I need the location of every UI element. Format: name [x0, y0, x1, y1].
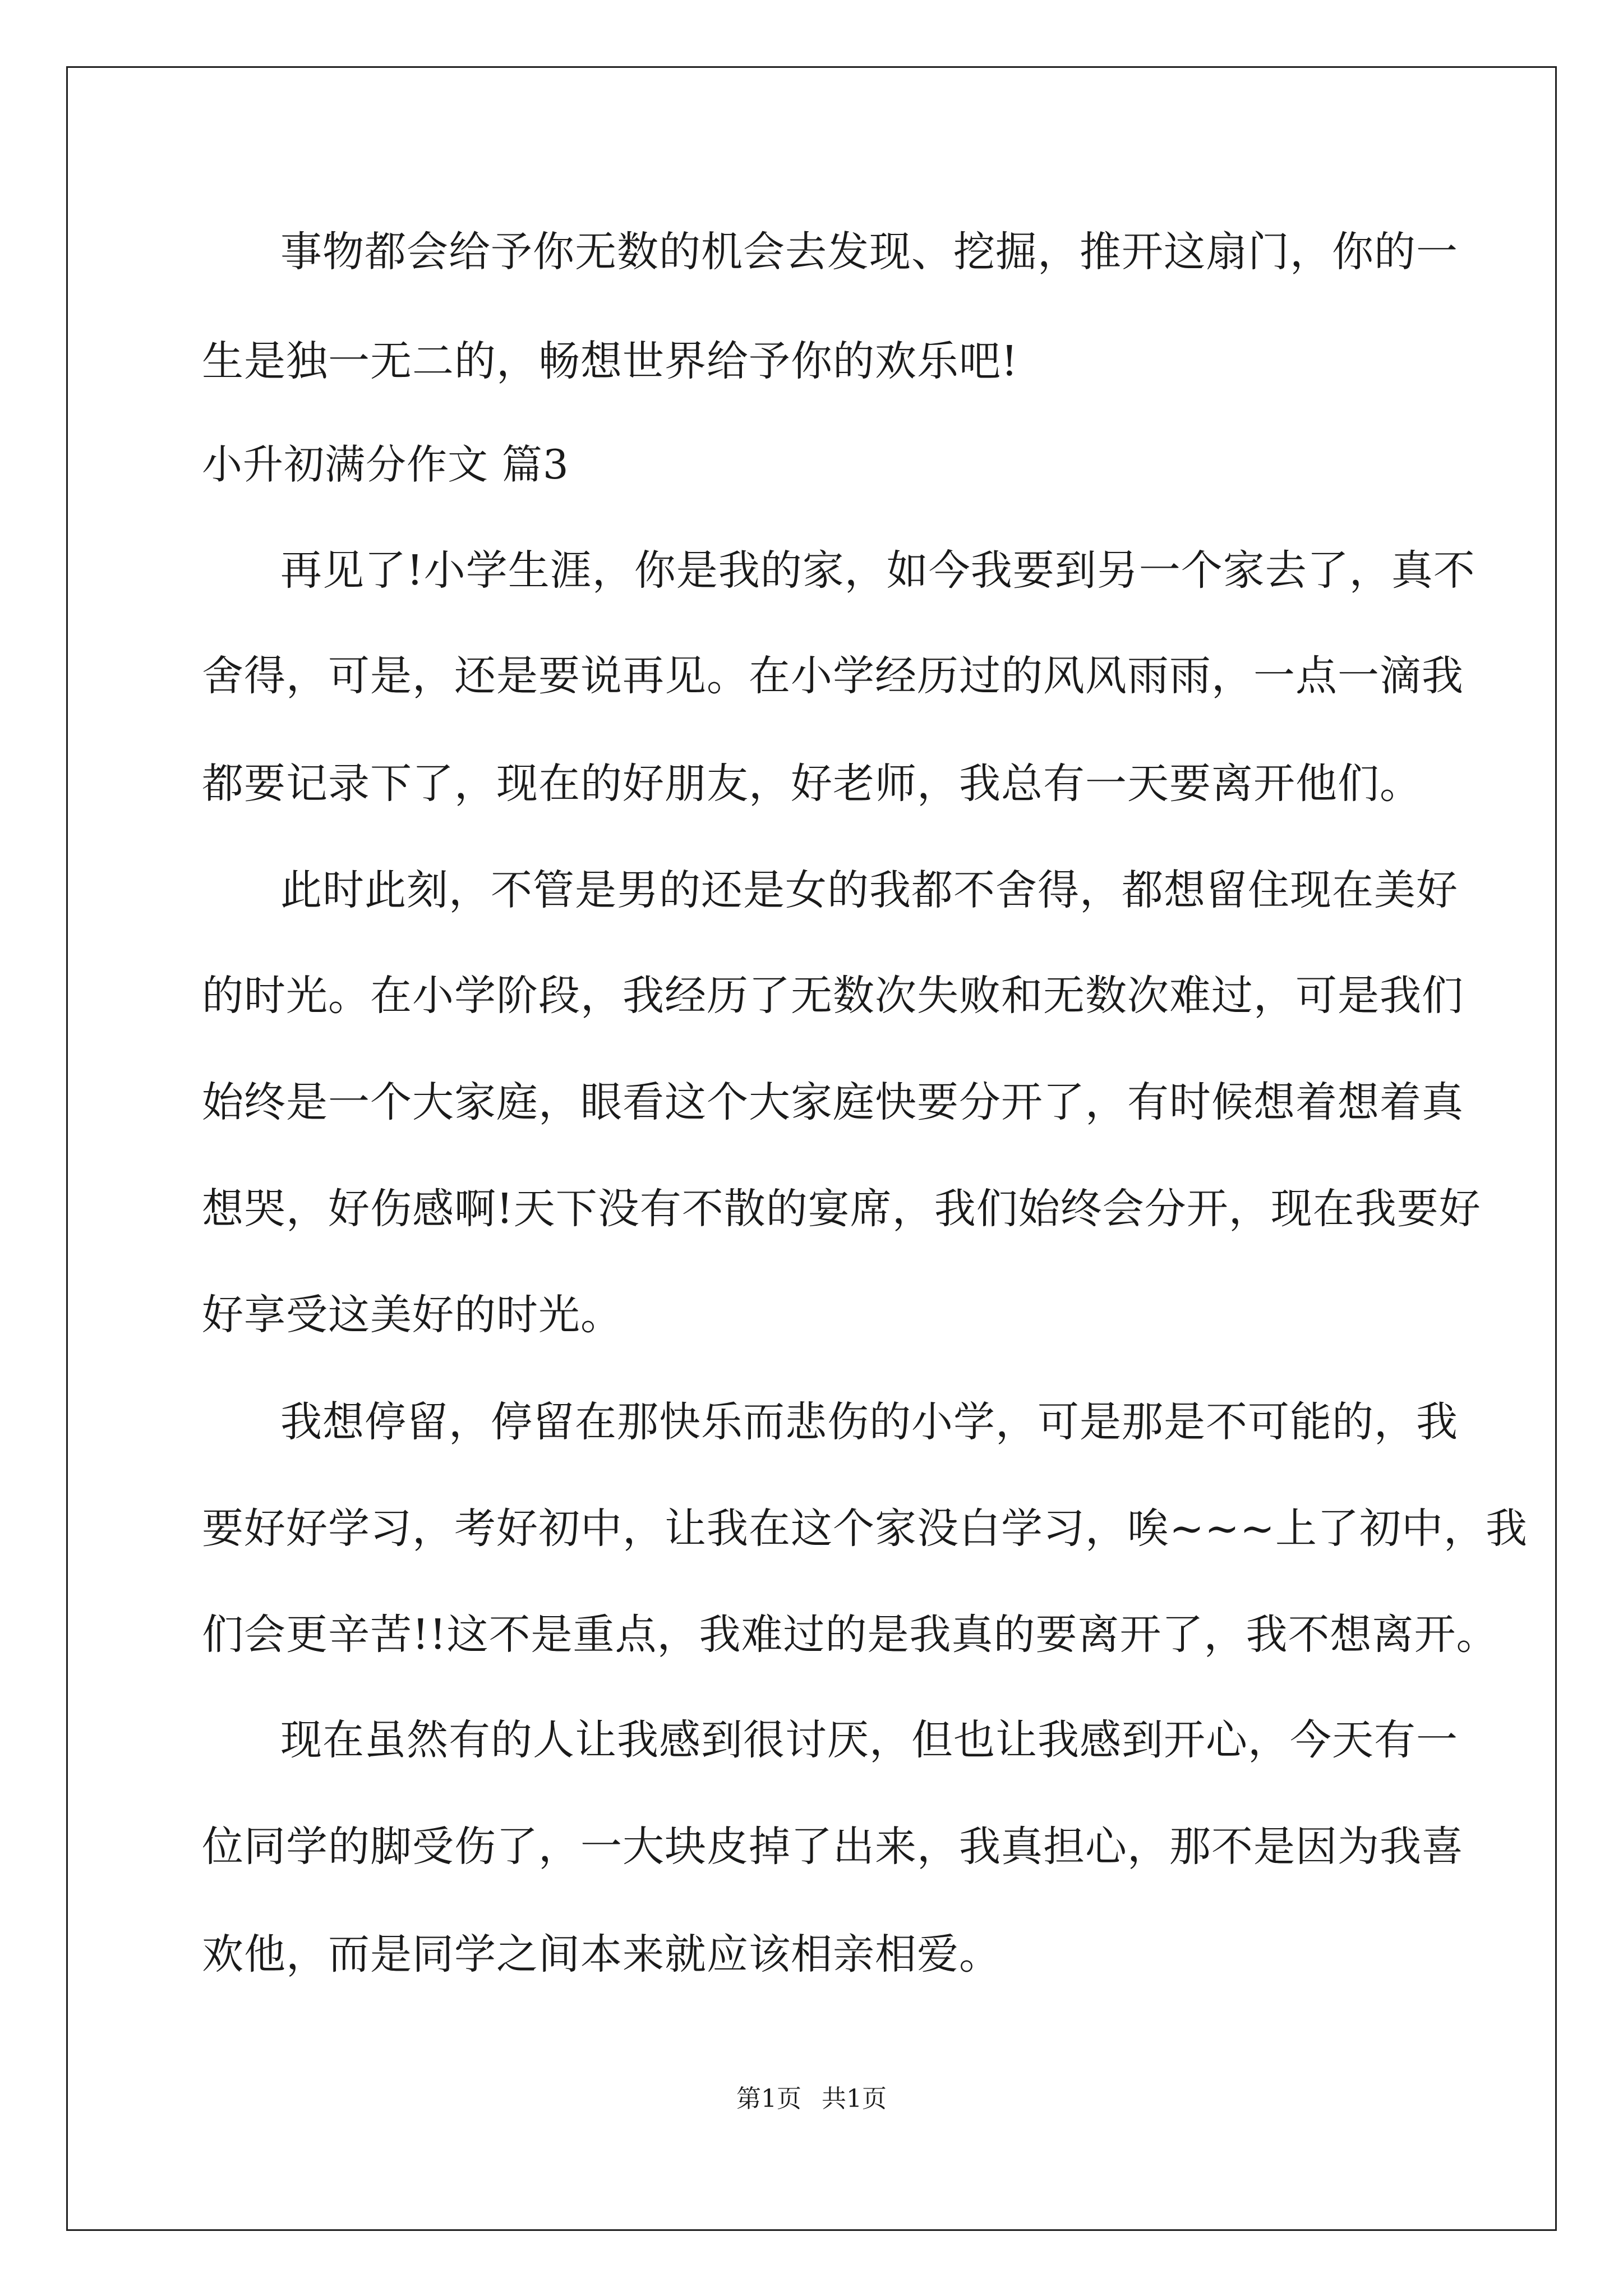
- paragraph-line: 好享受这美好的时光。: [202, 1291, 623, 1339]
- paragraph-line: 们会更辛苦!!这不是重点，我难过的是我真的要离开了，我不想离开。: [202, 1611, 1498, 1659]
- paragraph-line: 舍得，可是，还是要说再见。在小学经历过的风风雨雨，一点一滴我: [202, 652, 1464, 700]
- paragraph-line: 位同学的脚受伤了，一大块皮掉了出来，我真担心，那不是因为我喜: [202, 1823, 1464, 1871]
- paragraph-line: 我想停留，停留在那快乐而悲伤的小学，可是那是不可能的，我: [280, 1398, 1458, 1446]
- paragraph-line: 要好好学习，考好初中，让我在这个家没白学习，唉~~~上了初中，我: [202, 1504, 1528, 1553]
- page-border: [66, 66, 1557, 2231]
- paragraph-line: 始终是一个大家庭，眼看这个大家庭快要分开了，有时候想着想着真: [202, 1078, 1464, 1126]
- paragraph-line: 都要记录下了，现在的好朋友，好老师，我总有一天要离开他们。: [202, 760, 1422, 808]
- paragraph-line: 现在虽然有的人让我感到很讨厌，但也让我感到开心，今天有一: [280, 1716, 1458, 1764]
- paragraph-line: 事物都会给予你无数的机会去发现、挖掘，推开这扇门，你的一: [280, 228, 1458, 276]
- paragraph-line: 生是独一无二的，畅想世界给予你的欢乐吧!: [202, 337, 1018, 385]
- page-number-current: 第1页: [736, 2085, 801, 2113]
- paragraph-line: 的时光。在小学阶段，我经历了无数次失败和无数次难过，可是我们: [202, 972, 1464, 1020]
- paragraph-line: 想哭，好伤感啊!天下没有不散的宴席，我们始终会分开，现在我要好: [202, 1185, 1481, 1233]
- paragraph-line: 欢他，而是同学之间本来就应该相亲相爱。: [202, 1930, 1001, 1978]
- paragraph-line: 再见了!小学生涯，你是我的家，如今我要到另一个家去了，真不: [280, 546, 1476, 595]
- page-footer: [0, 2078, 1623, 2114]
- section-heading: 小升初满分作文 篇3: [202, 441, 569, 488]
- page-number-total: 共1页: [822, 2085, 887, 2113]
- paragraph-line: 此时此刻，不管是男的还是女的我都不舍得，都想留住现在美好: [280, 866, 1458, 914]
